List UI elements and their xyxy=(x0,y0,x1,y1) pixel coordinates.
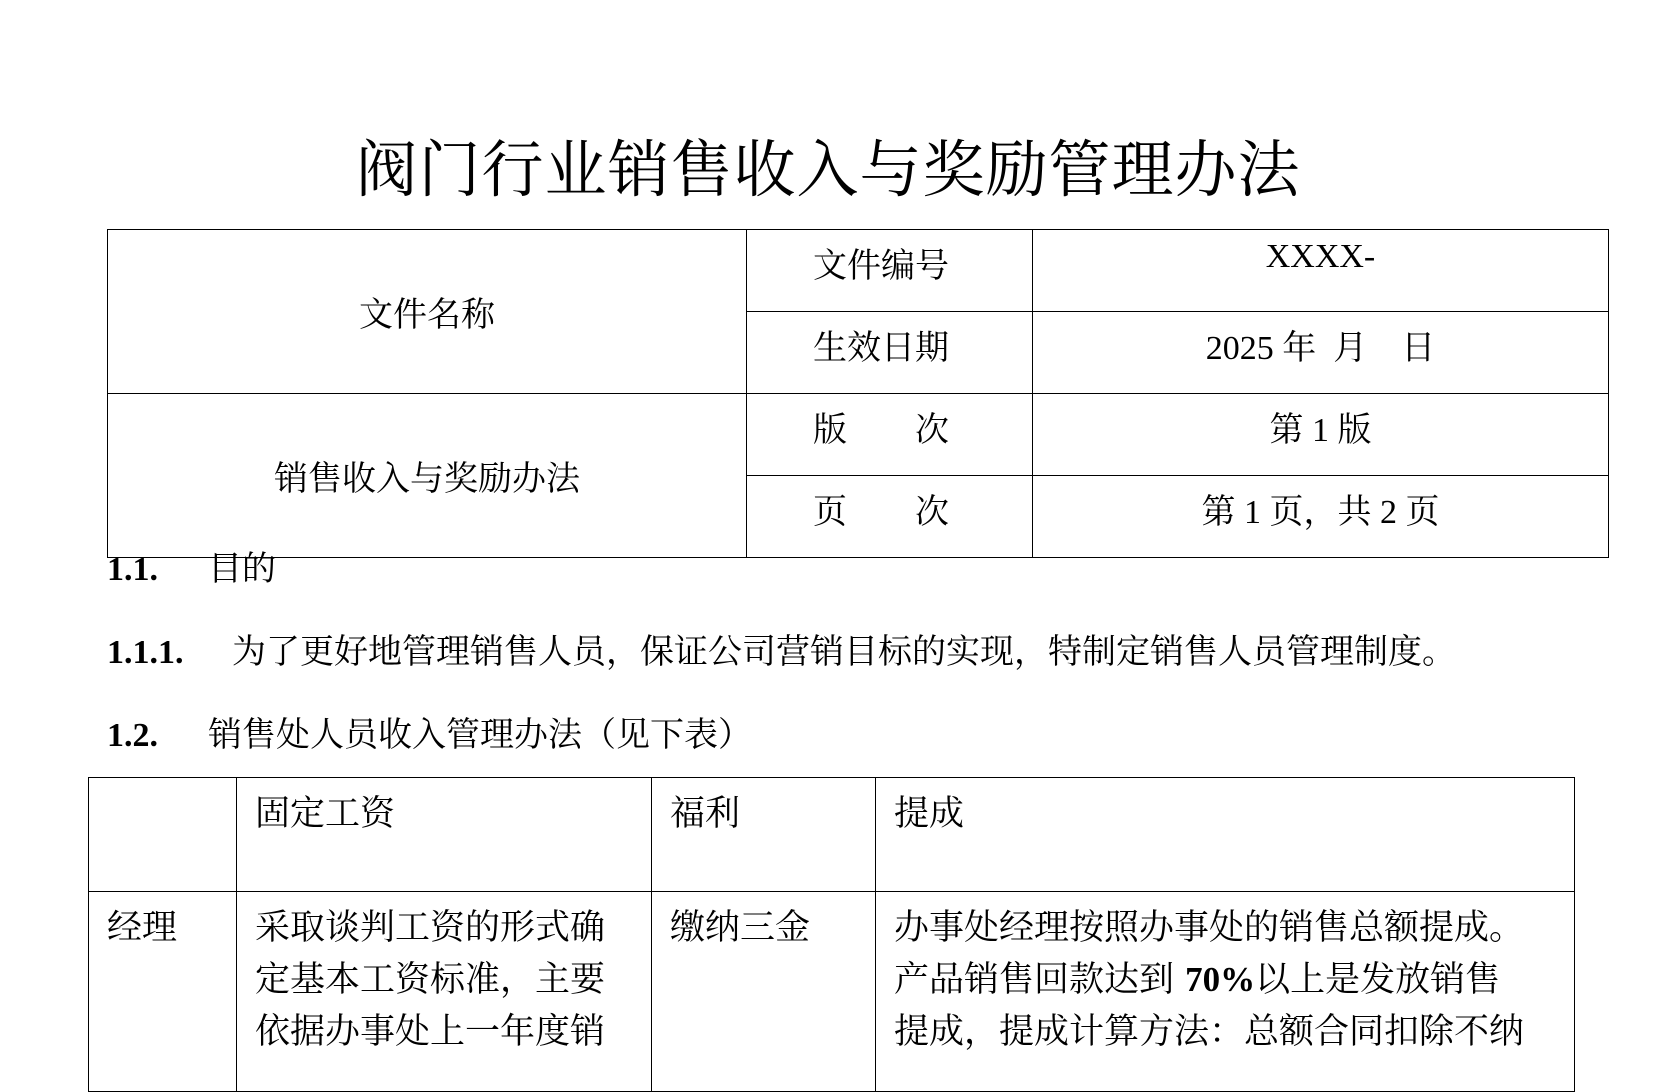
doc-name: 销售收入与奖励办法 xyxy=(108,394,747,558)
section-text: 为了更好地管理销售人员，保证公司营销目标的实现，特制定销售人员管理制度。 xyxy=(232,632,1456,672)
doc-number-label: 文件编号 xyxy=(747,230,1033,312)
table-header-cell: 固定工资 xyxy=(237,778,652,892)
section-number: 1.2. xyxy=(107,717,158,754)
section-text: 销售处人员收入管理办法（见下表） xyxy=(208,715,752,755)
section-text: 目的 xyxy=(208,549,276,589)
page-label: 页 次 xyxy=(747,476,1033,558)
table-row xyxy=(89,892,1575,1092)
document-info-table xyxy=(107,229,1609,558)
file-name-label: 文件名称 xyxy=(108,230,747,394)
commission-percent: 70% xyxy=(1185,960,1256,999)
effective-date-value: 2025 年 月 日 xyxy=(1033,312,1609,394)
commission-line: 提成，提成计算方法：总额合同扣除不纳 xyxy=(894,1012,1525,1052)
table-header-row xyxy=(89,778,1575,892)
table-header-cell xyxy=(89,778,237,892)
role-cell: 经理 xyxy=(89,892,237,1092)
document-title: 阀门行业销售收入与奖励管理办法 xyxy=(355,133,1301,206)
commission-text: 产品销售回款达到 xyxy=(894,960,1186,1000)
table-header-cell: 提成 xyxy=(876,778,1575,892)
welfare-cell: 缴纳三金 xyxy=(652,892,876,1092)
section-number: 1.1. xyxy=(107,551,158,588)
commission-cell xyxy=(876,892,1575,1092)
doc-number-value: XXXX- xyxy=(1033,230,1609,312)
table-header-cell: 福利 xyxy=(652,778,876,892)
commission-text: 以上是发放销售 xyxy=(1255,960,1501,1000)
version-label: 版 次 xyxy=(747,394,1033,476)
effective-date-label: 生效日期 xyxy=(747,312,1033,394)
salary-table xyxy=(88,777,1575,1092)
section-heading xyxy=(107,547,276,592)
commission-line: 办事处经理按照办事处的销售总额提成。 xyxy=(894,908,1525,948)
section-number: 1.1.1. xyxy=(107,634,184,671)
fixed-salary-cell: 采取谈判工资的形式确定基本工资标准，主要依据办事处上一年度销 xyxy=(237,892,652,1092)
section-heading xyxy=(107,713,752,758)
section-paragraph xyxy=(107,630,1456,675)
version-value: 第 1 版 xyxy=(1033,394,1609,476)
commission-line xyxy=(894,954,1564,1006)
page-value: 第 1 页，共 2 页 xyxy=(1033,476,1609,558)
